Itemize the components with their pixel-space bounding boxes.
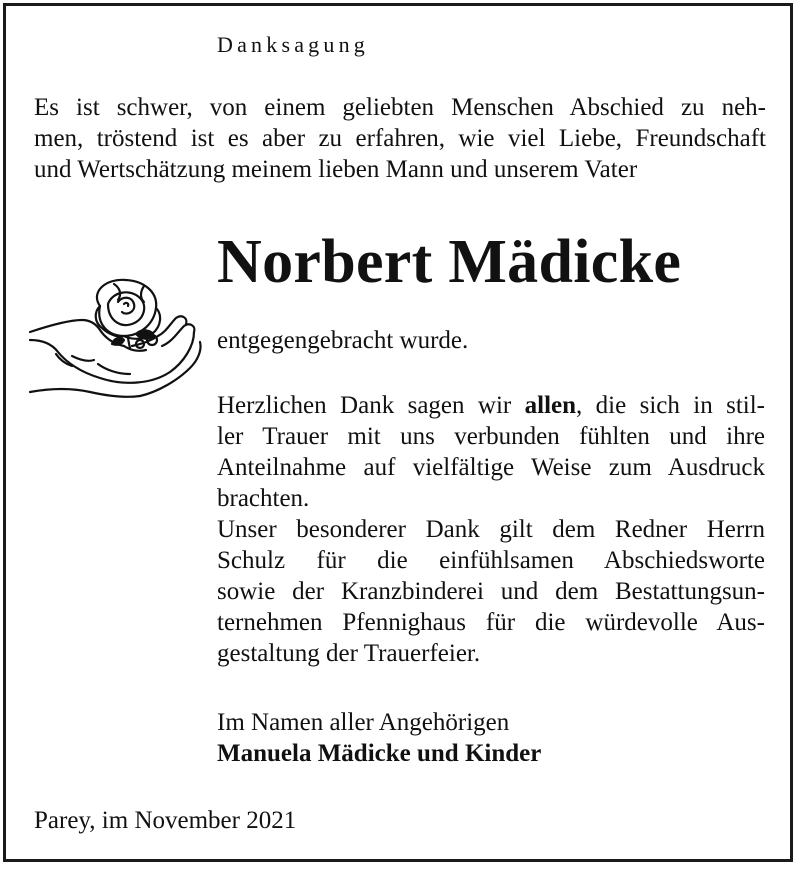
signoff-intro: Im Namen aller Angehörigen [217, 709, 510, 736]
intro-line: und Wertschätzung meinem lieben Mann und unserem Vater [34, 156, 638, 183]
received-line: entgegengebracht wurde. [217, 327, 469, 354]
special-thanks-line: sowie der Kranzbinderei und dem Bestattungsun- [217, 578, 765, 605]
special-thanks-line: Schulz für die einfühlsamen Abschiedsworte [217, 547, 765, 574]
thanks-line: Anteilnahme auf vielfältige Weise zum Ausdruck [217, 454, 765, 481]
place-date: Parey, im November 2021 [34, 807, 297, 834]
thanks-text: , die sich in stil- [576, 392, 765, 419]
intro-line: Es ist schwer, von einem geliebten Menschen Abschied zu neh- [34, 94, 766, 121]
thanks-paragraph [217, 390, 765, 669]
special-thanks-line: ternehmen Pfennighaus für die würdevolle Aus- [217, 609, 765, 636]
special-thanks-line: Unser besonderer Dank gilt dem Redner Herrn [217, 516, 765, 543]
thanks-line: ler Trauer mit uns verbunden fühlten und ihre [217, 423, 765, 450]
intro-line: men, tröstend ist es aber zu erfahren, wie viel Liebe, Freundschaft [34, 125, 766, 152]
thanks-emphasis: allen [524, 392, 577, 419]
deceased-name: Norbert Mädicke [217, 228, 682, 296]
signoff [217, 707, 765, 769]
notice-heading: Danksagung [217, 32, 369, 57]
thanks-line: brachten. [217, 485, 310, 512]
intro-text [34, 92, 766, 185]
thanks-text: Herzlichen Dank sagen wir [217, 392, 525, 419]
family-names: Manuela Mädicke und Kinder [217, 740, 542, 767]
special-thanks-line: gestaltung der Trauerfeier. [217, 640, 481, 667]
rose-in-hand-icon [28, 276, 206, 410]
thanks-line [217, 390, 765, 421]
